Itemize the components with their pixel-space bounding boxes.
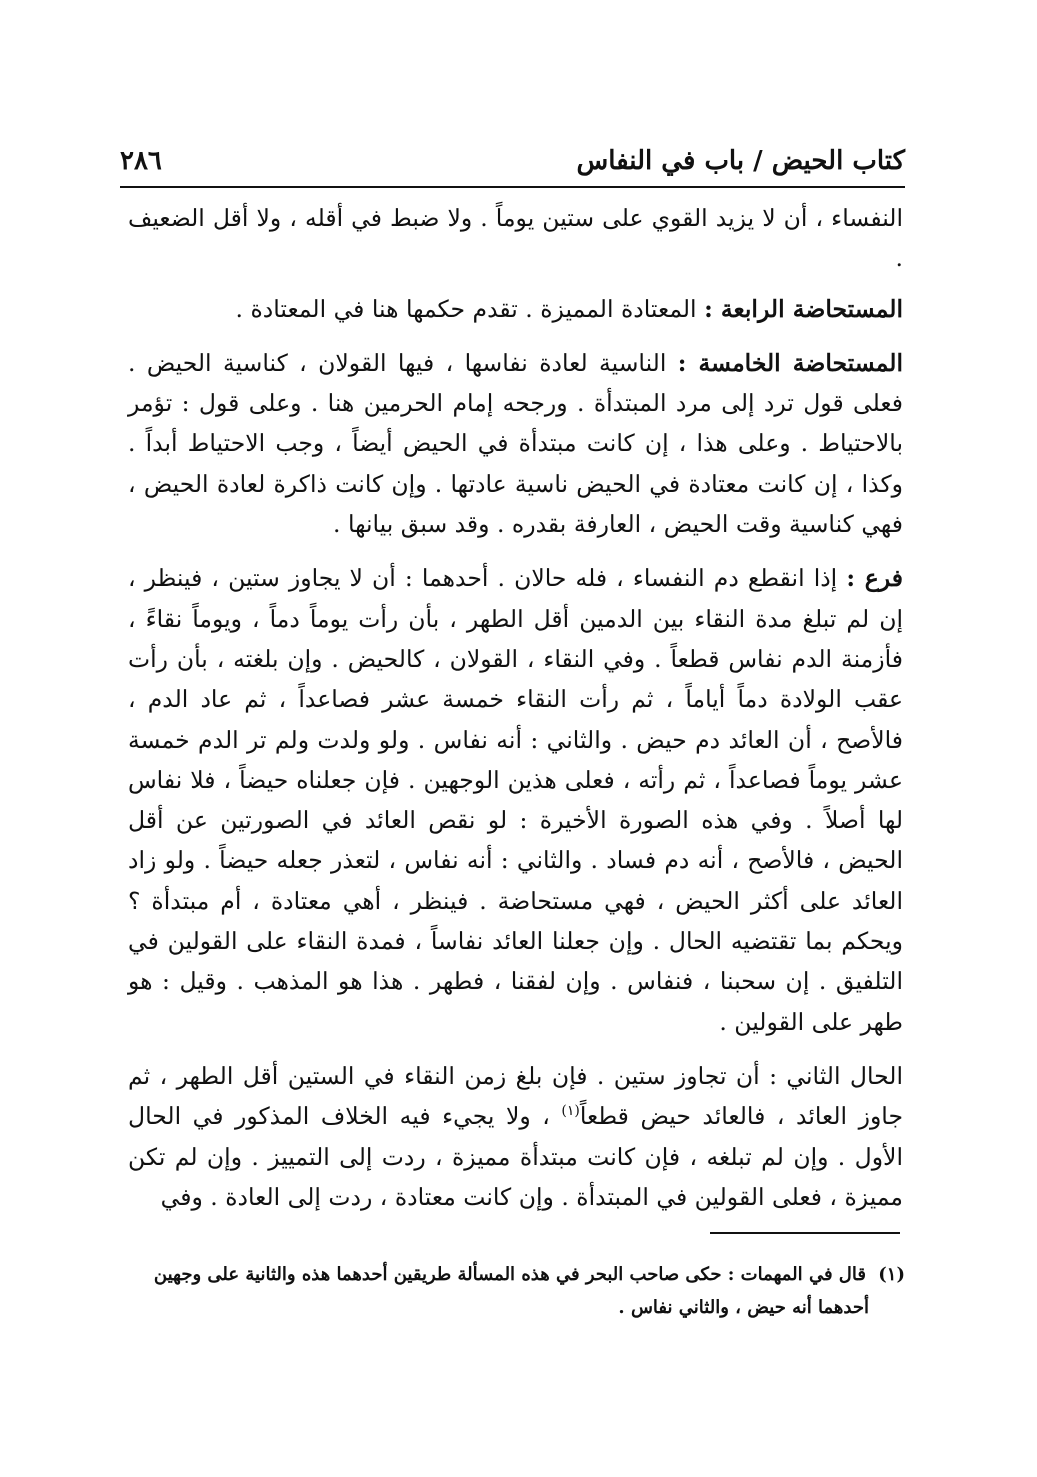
footnote-rule [710, 1232, 900, 1234]
paragraph-2 [128, 289, 903, 329]
footnote-text: قال في المهمات : حكى صاحب البحر في هذه المسألة طريقين أحدهما هذه والثانية على وجهين [153, 1264, 866, 1285]
paragraph-4 [128, 558, 903, 1042]
paragraph-5 [128, 1056, 903, 1217]
footnote-marker: (١) [561, 1103, 580, 1120]
paragraph-5-text-before: الحال الثاني : أن تجاوز ستين . فإن بلغ زمن النقاء في الستين أقل الطهر ، ثم جاوز العائد ، فالعائد حيض قطعاً [128, 1061, 903, 1131]
paragraph-3-heading: المستحاضة الخامسة : [677, 348, 903, 377]
footnote-number: (١) [878, 1264, 905, 1285]
paragraph-4-heading: فرع : [846, 564, 904, 593]
footnote [150, 1258, 905, 1324]
footnote-continuation: أحدهما أنه حيض ، والثاني نفاس . [618, 1297, 869, 1318]
paragraph-5-text-after: ، ولا يجيء فيه الخلاف المذكور في الحال الأول . وإن لم تبلغه ، فإن كانت مبتدأة مميزة ، ردت إلى التمييز . وإن لم تكن مميزة ، فعلى القولين في المبتدأة . وإن كانت معتادة ، ردت إلى العادة . وفي [128, 1102, 903, 1211]
main-text [128, 198, 903, 1217]
running-title: كتاب الحيض / باب في النفاس [576, 146, 905, 176]
paragraph-3-text: الناسية لعادة نفاسها ، فيها القولان ، كناسية الحيض . فعلى قول ترد إلى مرد المبتدأة . ورجحه إمام الحرمين هنا . وعلى قول : تؤمر بالاحتياط . وعلى هذا ، إن كانت مبتدأة في الحيض أيضاً ، وجب الاحتياط أبداً . وكذا ، إن كانت معتادة في الحيض ناسية عادتها . وإن كانت ذاكرة لعادة الحيض ، فهي كناسية وقت الحيض ، العارفة بقدره . وقد سبق بيانها . [128, 348, 903, 539]
paragraph-4-text: إذا انقطع دم النفساء ، فله حالان . أحدهما : أن لا يجاوز ستين ، فينظر ، إن لم تبلغ مدة النقاء بين الدمين أقل الطهر ، بأن رأت يوماً دماً ، ويوماً نقاءً ، فأزمنة الدم نفاس قطعاً . وفي النقاء ، القولان ، كالحيض . وإن بلغته ، بأن رأت عقب الولادة دماً أياماً ، ثم رأت النقاء خمسة عشر فصاعداً ، ثم عاد الدم ، فالأصح ، أن العائد دم حيض . والثاني : أنه نفاس . ولو ولدت ولم تر الدم خمسة عشر يوماً فصاعداً ، ثم رأته ، فعلى هذين الوجهين . فإن جعلناه حيضاً ، فلا نفاس لها أصلاً . وفي هذه الصورة الأخيرة : لو نقص العائد في الصورتين عن أقل الحيض ، فالأصح ، أنه دم فساد . والثاني : أنه نفاس ، لتعذر جعله حيضاً . ولو زاد العائد على أكثر الحيض ، فهي مستحاضة . فينظر ، أهي معتادة ، أم مبتدأة ؟ ويحكم بما تقتضيه الحال . وإن جعلنا العائد نفاساً ، فمدة النقاء على القولين في التلفيق . إن سحبنا ، فنفاس . وإن لفقنا ، فطهر . هذا هو المذهب . وقيل : هو طهر على القولين . [128, 564, 903, 1036]
paragraph-2-heading: المستحاضة الرابعة : [704, 294, 903, 323]
paragraph-2-text: المعتادة المميزة . تقدم حكمها هنا في المعتادة . [235, 294, 697, 323]
paragraph-1 [128, 198, 903, 279]
header-rule [120, 186, 905, 188]
paragraph-1-text: النفساء ، أن لا يزيد القوي على ستين يوماً . ولا ضبط في أقله ، ولا أقل الضعيف . [128, 204, 903, 273]
page-header [120, 140, 905, 184]
page-number: ٢٨٦ [120, 146, 162, 176]
paragraph-3 [128, 343, 903, 544]
